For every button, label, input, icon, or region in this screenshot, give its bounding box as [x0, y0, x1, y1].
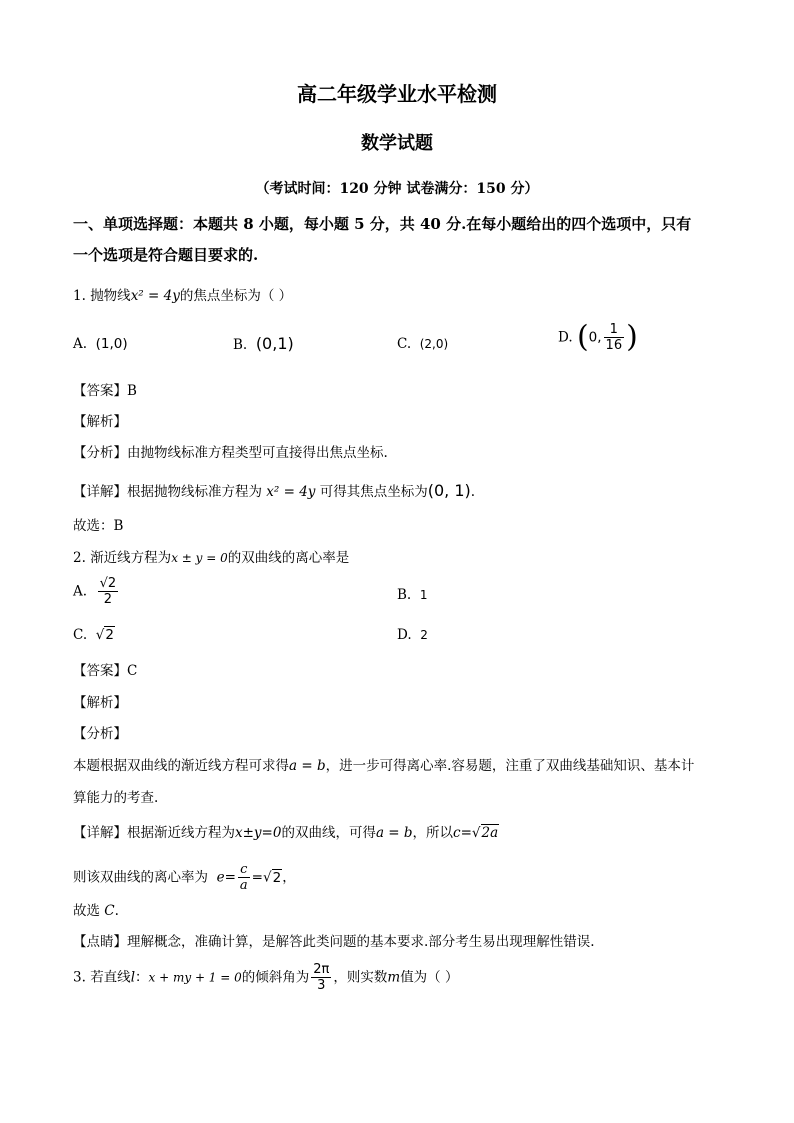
q2-option-d: D. 2 — [397, 627, 428, 643]
q2-eccentricity: 则该双曲线的离心率为 e= $\frac{c}{a}$ =√2， — [73, 862, 296, 893]
q2-xiangjie: 【详解】根据渐近线方程为x±y=0的双曲线，可得a = b，所以c=√2a — [73, 825, 499, 841]
question-1-stem — [73, 287, 292, 305]
q2-option-b: B. 1 — [397, 587, 428, 603]
q2-jiexi: 【解析】 — [73, 695, 127, 711]
question-text: 的焦点坐标为（ ） — [179, 288, 293, 304]
question-number: 3. — [73, 969, 86, 986]
q1-option-a: A. (1,0) — [73, 336, 128, 352]
q2-analysis-line2: 算能力的考查. — [73, 790, 159, 806]
q1-choice: 故选：B — [73, 518, 124, 534]
q1-jiexi: 【解析】 — [73, 414, 127, 430]
q1-xiangjie: 【详解】根据抛物线标准方程为 x² = 4y 可得其焦点坐标为(0, 1). — [73, 481, 476, 500]
question-3-stem: 3. 若直线l：x + my + 1 = 0的倾斜角为 $\frac{2\pi}{3}$ ，则实数m值为（ ） — [73, 962, 459, 993]
right-paren: ) — [626, 319, 638, 355]
q2-choice: 故选 C. — [73, 903, 119, 919]
q2-option-c: C. √2 — [73, 627, 114, 643]
exam-info: （考试时间：120 分钟 试卷满分：150 分） — [255, 181, 539, 197]
q2-answer: 【答案】C — [73, 663, 138, 679]
question-text: 抛物线 — [90, 288, 131, 304]
section-heading-line1: 一、单项选择题：本题共 8 小题，每小题 5 分，共 40 分.在每小题给出的四个选项中，只有 — [73, 215, 692, 233]
q1-fenxi: 【分析】由抛物线标准方程类型可直接得出焦点坐标. — [73, 445, 388, 461]
fraction: $\frac{c}{a}$ — [239, 862, 248, 893]
q2-dianjing: 【点睛】理解概念，准确计算，是解答此类问题的基本要求.部分考生易出现理解性错误. — [73, 934, 595, 950]
q1-option-d: D. (0, $\frac{1}{16}$ ) — [558, 319, 638, 355]
q1-answer: 【答案】B — [73, 383, 137, 399]
left-paren: ( — [576, 319, 589, 355]
fraction: $\frac{2\pi}{3}$ — [313, 962, 330, 993]
page-title: 高二年级学业水平检测 — [297, 82, 497, 106]
page-subtitle: 数学试题 — [361, 133, 433, 154]
q2-analysis-line1: 本题根据双曲线的渐近线方程可求得a = b，进一步可得离心率.容易题，注重了双曲线基础知识、基本计 — [73, 758, 695, 774]
math-expression: x² = 4y — [130, 288, 180, 304]
q1-option-b: B. (0,1) — [233, 334, 294, 353]
question-2-stem: 2. 渐近线方程为x ± y = 0的双曲线的离心率是 — [73, 550, 350, 566]
question-number: 1. — [73, 288, 86, 304]
q1-option-c: C. (2,0) — [397, 336, 449, 352]
q2-fenxi: 【分析】 — [73, 726, 127, 742]
q2-option-a: A. $\frac{√2}{2}$ — [73, 576, 117, 607]
fraction: $\frac{1}{16}$ — [605, 322, 623, 353]
fraction: $\frac{√2}{2}$ — [99, 576, 117, 607]
section-heading-line2: 一个选项是符合题目要求的. — [73, 246, 259, 264]
question-number: 2. — [73, 550, 86, 566]
